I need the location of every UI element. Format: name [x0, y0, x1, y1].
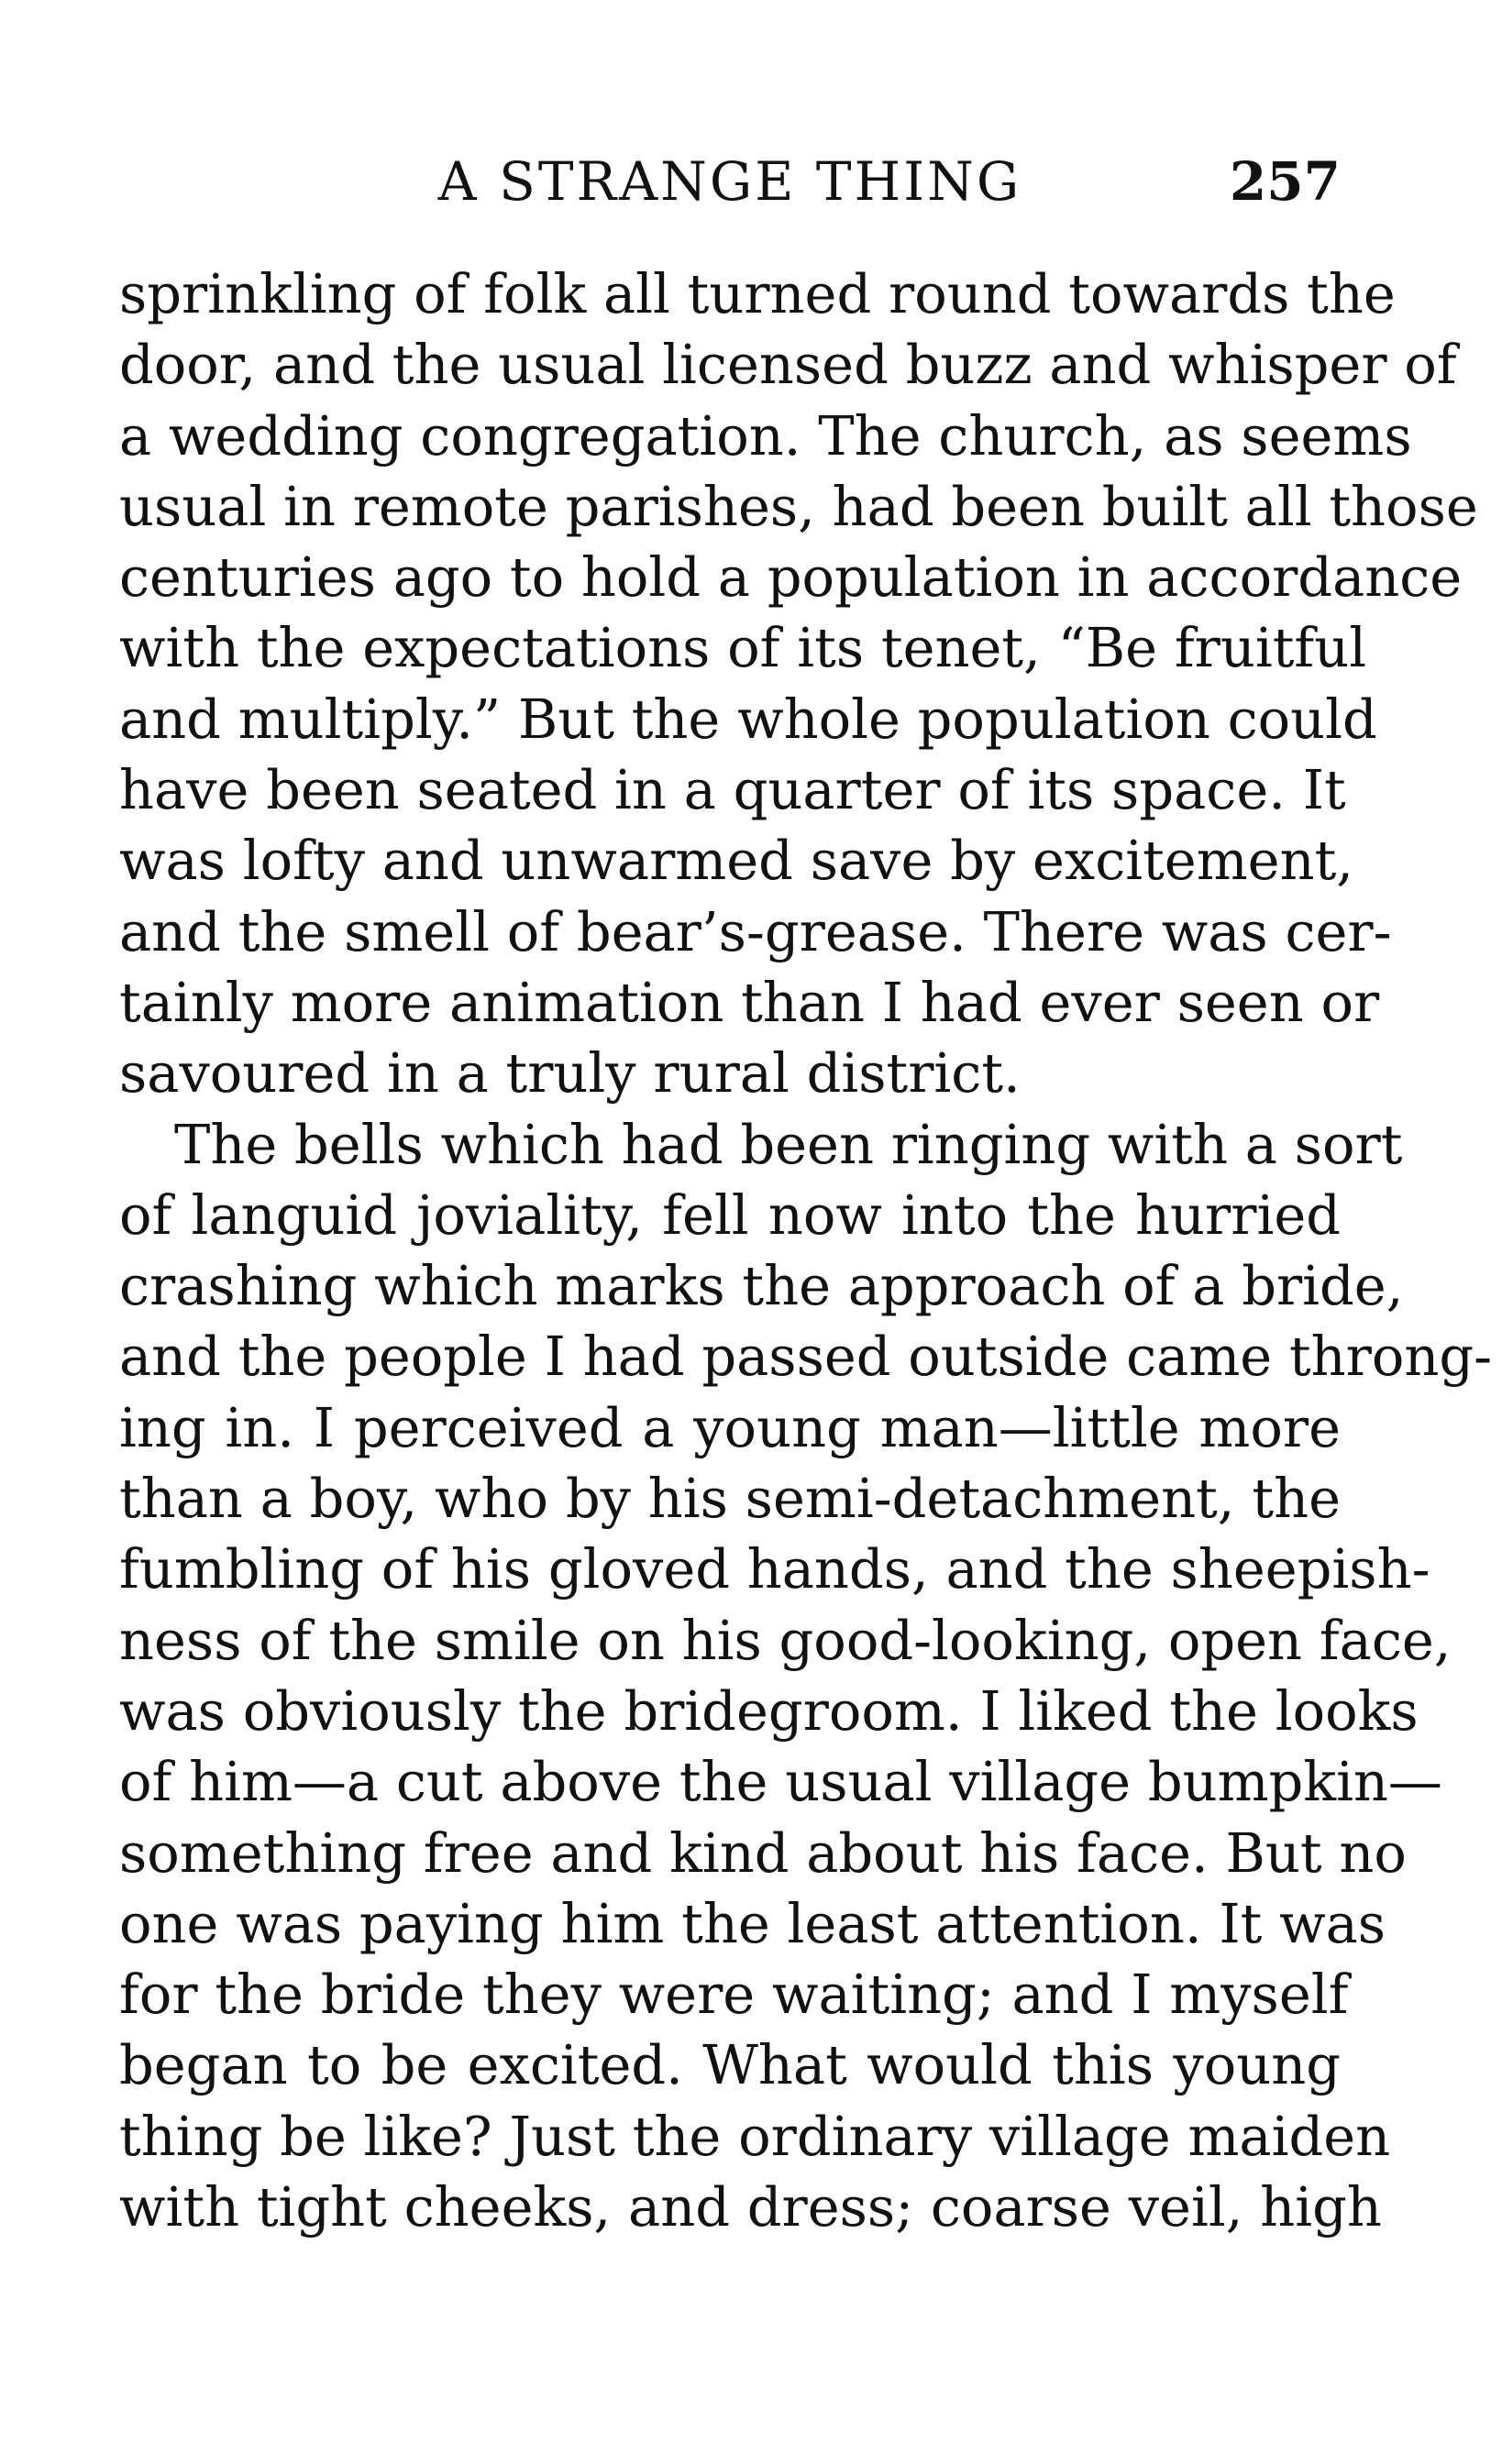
- text-line-10: and the smell of bear’s-grease. There was cer-: [119, 899, 1392, 963]
- text-line-14: of languid joviality, fell now into the hurried: [119, 1182, 1341, 1247]
- text-line-25: for the bride they were waiting; and I myself: [119, 1963, 1349, 2027]
- text-line-22: of him—a cut above the usual village bumpkin—: [119, 1750, 1442, 1814]
- text-line-13: The bells which had been ringing with a sort: [174, 1112, 1403, 1176]
- text-line-12: savoured in a truly rural district.: [119, 1041, 1021, 1106]
- text-line-9: was lofty and unwarmed save by excitement,: [119, 829, 1354, 893]
- text-line-11: tainly more animation than I had ever seen or: [119, 970, 1380, 1034]
- text-line-5: centuries ago to hold a population in accordance: [119, 545, 1463, 610]
- text-line-15: crashing which marks the approach of a bride,: [119, 1254, 1404, 1318]
- text-line-4: usual in remote parishes, had been built all those: [119, 474, 1478, 538]
- text-line-23: something free and kind about his face. But no: [119, 1820, 1407, 1885]
- text-line-7: and multiply.” But the whole population could: [119, 687, 1377, 751]
- text-line-24: one was paying him the least attention. It was: [119, 1891, 1386, 1955]
- text-line-6: with the expectations of its tenet, “Be fruitful: [119, 616, 1367, 680]
- page-number: 257: [1229, 150, 1341, 213]
- text-line-19: fumbling of his gloved hands, and the sheepish-: [119, 1537, 1430, 1601]
- text-line-26: began to be excited. What would this young: [119, 2033, 1341, 2097]
- text-line-18: than a boy, who by his semi-detachment, the: [119, 1467, 1341, 1531]
- page-header: [119, 145, 1341, 218]
- text-line-16: and the people I had passed outside came throng-: [119, 1325, 1493, 1389]
- text-line-3: a wedding congregation. The church, as seems: [119, 403, 1412, 468]
- body-text: [119, 258, 1493, 2242]
- text-line-17: ing in. I perceived a young man—little more: [119, 1395, 1341, 1459]
- text-line-20: ness of the smile on his good-looking, open face,: [119, 1608, 1452, 1672]
- text-line-28: with tight cheeks, and dress; coarse veil, high: [119, 2175, 1382, 2239]
- text-line-2: door, and the usual licensed buzz and whisper of: [119, 333, 1457, 397]
- text-line-27: thing be like? Just the ordinary village maiden: [119, 2104, 1391, 2168]
- text-line-8: have been seated in a quarter of its space. It: [119, 758, 1346, 822]
- running-head: A STRANGE THING: [437, 150, 1022, 213]
- text-line-21: was obviously the bridegroom. I liked the looks: [119, 1678, 1419, 1743]
- text-line-1: sprinkling of folk all turned round towards the: [119, 262, 1396, 325]
